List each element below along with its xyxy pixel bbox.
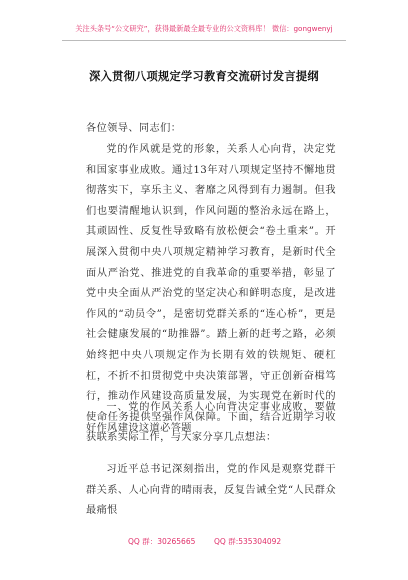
body-paragraph-2: 习近平总书记深刻指出，党的作风是观察党群干群关系、人心向背的晴雨表，反复告诫全党“人民群众最痛恨 bbox=[86, 464, 336, 517]
section-heading-1: 一、党的作风关系人心向背决定事业成败，要做好作风建设这道必答题 bbox=[86, 402, 336, 434]
header-promo-text: 关注头条号“公文研究”，获得最新最全最专业的公文资料库！ 微信：gongwenyj bbox=[75, 24, 333, 33]
footer bbox=[0, 536, 408, 550]
header-divider bbox=[62, 40, 346, 41]
footer-qq-group-1: QQ 群：30265665 bbox=[128, 537, 196, 546]
footer-qq-group-2: QQ 群:535304092 bbox=[214, 537, 282, 546]
body-paragraph-1: 党的作风就是党的形象，关系人心向背，决定党和国家事业成败。通过13年对八项规定坚持不懈地贯彻落实下，享乐主义、奢靡之风得到有力遏制。但我们也要清醒地认识到，作风问题的整治永远在路上，其顽固性、反复性导致略有放松便会“卷土重来”。开展深入贯彻中央八项规定精神学习教育，是新时代全面从严治党、推进党的自我革命的重要举措，彰显了党中央全面从严治党的坚定决心和鲜明态度，是改进作风的“动员令”，是密切党群关系的“连心桥”，更是社会健康发展的“助推器”。踏上新的赶考之路，必须始终把中央八项规定作为长期有效的铁规矩、硬杠杠，不折不扣贯彻党中央决策部署，守正创新奋楫笃行，推动作风建设高质量发展，为实现党在新时代的使命任务提供坚强作风保障。下面，结合近期学习收获联系实际工作，与大家分享几点想法： bbox=[86, 144, 336, 444]
document-title: 深入贯彻八项规定学习教育交流研讨发言提纲 bbox=[89, 70, 319, 83]
salutation: 各位领导、同志们： bbox=[86, 123, 182, 134]
